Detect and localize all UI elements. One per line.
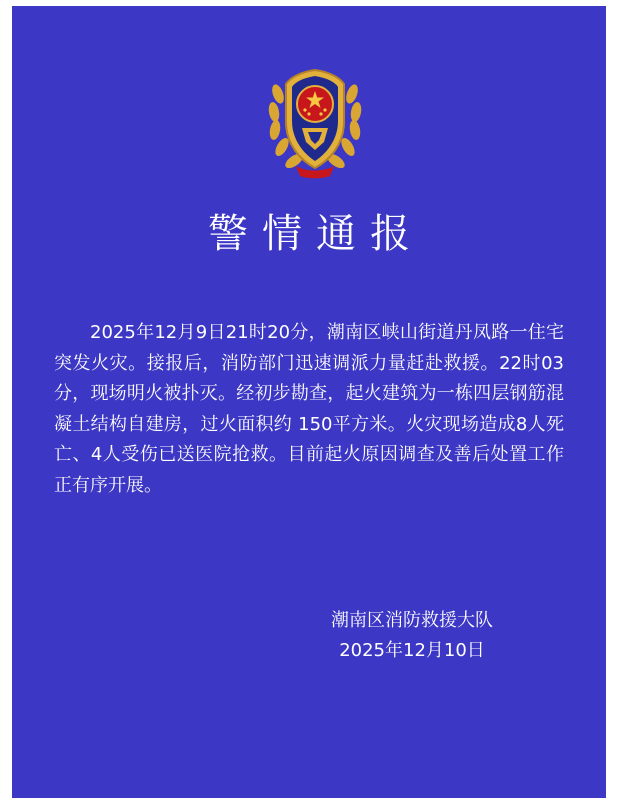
notice-title: 警情通报 — [208, 211, 424, 257]
issue-date: 2025年12月10日 — [339, 640, 485, 661]
notice-body: 2025年12月9日21时20分，潮南区峡山街道丹凤路一住宅突发火灾。接报后，消防部门迅速调派力量赶赴救援。22时03分，现场明火被扑灭。经初步勘查，起火建筑为一栋四层钢筋混凝土结构自建房，过火面积约 150平方米。火灾现场造成8人死亡、4人受伤已送医院抢救。目前起火原因调查及善后处置工作正有序开展。 — [54, 322, 564, 496]
fire-rescue-emblem-icon — [264, 64, 366, 182]
notice-poster — [12, 6, 606, 798]
issuer-name: 潮南区消防救援大队 — [331, 610, 493, 631]
